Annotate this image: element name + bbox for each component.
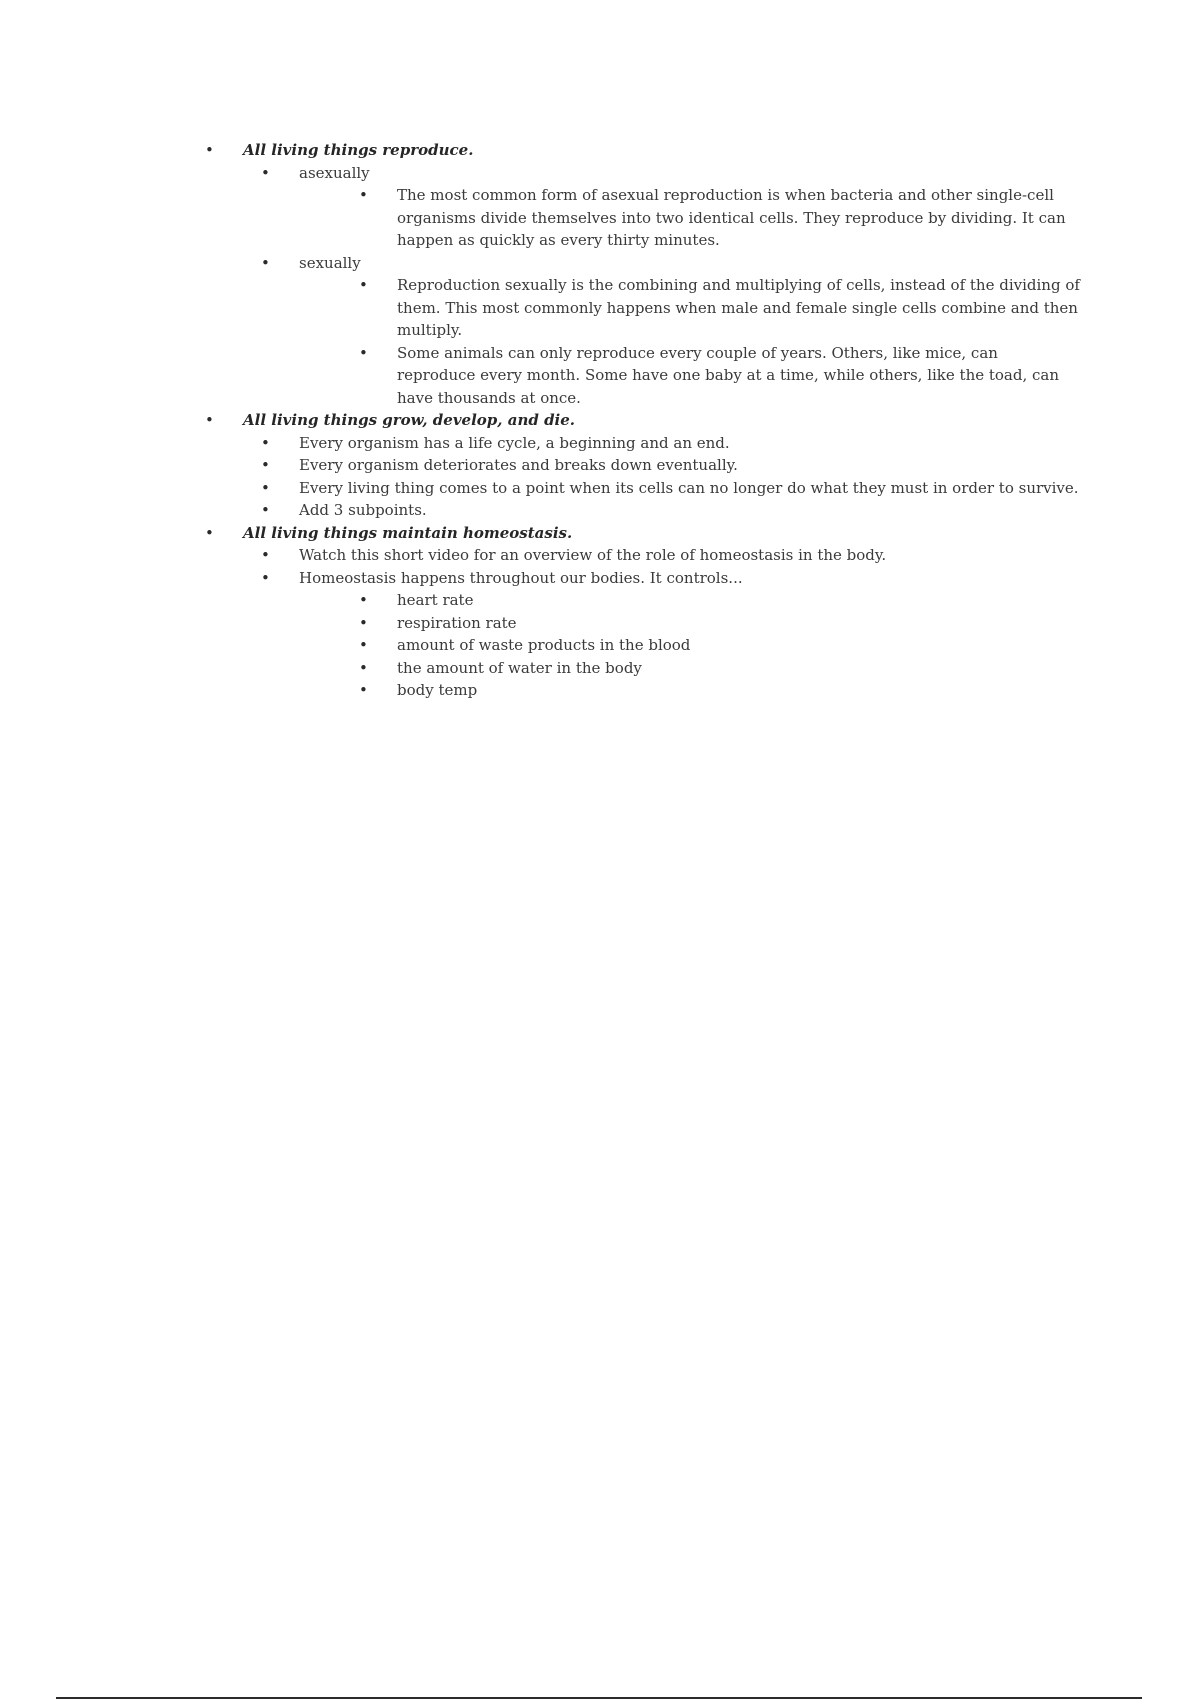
- list-item: [354, 589, 1080, 612]
- bullet-icon: •: [359, 276, 368, 294]
- list-item: [354, 274, 1080, 342]
- section-reproduce: [200, 139, 1080, 409]
- list-item: [256, 477, 1080, 500]
- bullet-icon: •: [261, 163, 270, 182]
- list-item: [256, 499, 1080, 522]
- list-item-text: Reproduction sexually is the combining and multiplying of cells, instead of the dividing of them. This most commonly happens when male and female single cells combine and then multiply.: [397, 276, 1080, 339]
- section-grow-develop-die: [200, 409, 1080, 522]
- bullet-icon: •: [359, 591, 368, 609]
- bullet-icon: •: [261, 253, 270, 272]
- bullet-icon: •: [205, 523, 214, 542]
- list-item-text: Add 3 subpoints.: [299, 501, 427, 519]
- outline-level-3: [256, 274, 1080, 409]
- list-item-text: body temp: [397, 681, 478, 699]
- outline-level-2: [200, 432, 1080, 522]
- list-item-text: Every organism deteriorates and breaks down eventually.: [299, 456, 738, 474]
- list-item: [256, 162, 1080, 252]
- list-item-text: Every living thing comes to a point when its cells can no longer do what they must in order to survive.: [299, 478, 1079, 497]
- list-item: [354, 612, 1080, 635]
- bullet-icon: •: [261, 568, 270, 587]
- list-item-text: respiration rate: [397, 613, 517, 632]
- bullet-icon: •: [261, 478, 270, 497]
- bullet-icon: •: [359, 186, 368, 204]
- bullet-icon: •: [359, 658, 368, 677]
- list-item: [354, 342, 1080, 410]
- bullet-icon: •: [205, 141, 214, 159]
- bullet-icon: •: [261, 501, 270, 519]
- list-item: [354, 657, 1080, 680]
- outline-level-3: [256, 184, 1080, 252]
- list-item-text: Homeostasis happens throughout our bodies. It controls...: [299, 568, 743, 587]
- list-item-text: Every organism has a life cycle, a beginning and an end.: [299, 433, 730, 452]
- list-item-text: Some animals can only reproduce every couple of years. Others, like mice, can reproduce every month. Some have one baby at a time, while others, like the toad, can have thousands at once.: [397, 343, 1060, 407]
- section-homeostasis: [200, 522, 1080, 702]
- list-item: [354, 679, 1080, 702]
- bullet-icon: •: [359, 636, 368, 654]
- list-item: [256, 432, 1080, 455]
- list-item-text: heart rate: [397, 591, 474, 609]
- list-item: [354, 184, 1080, 252]
- list-item-text: Watch this short video for an overview of the role of homeostasis in the body.: [299, 546, 887, 564]
- section-heading: All living things grow, develop, and die.: [243, 411, 576, 429]
- list-item: [256, 544, 1080, 567]
- list-item-text: asexually: [299, 163, 370, 182]
- outline-level-2: [200, 544, 1080, 702]
- bullet-icon: •: [205, 411, 214, 429]
- bullet-outline: [200, 139, 1080, 702]
- list-item: [354, 634, 1080, 657]
- outline-level-2: [200, 162, 1080, 410]
- list-item: [256, 567, 1080, 702]
- bullet-icon: •: [359, 613, 368, 632]
- list-item: [256, 252, 1080, 410]
- footer-divider: [56, 1697, 1142, 1699]
- bullet-icon: •: [261, 433, 270, 452]
- section-heading: All living things maintain homeostasis.: [243, 523, 573, 542]
- outline-level-3: [256, 589, 1080, 702]
- bullet-icon: •: [359, 681, 368, 699]
- list-item-text: the amount of water in the body: [397, 658, 642, 677]
- list-item-text: amount of waste products in the blood: [397, 636, 691, 654]
- list-item: [256, 454, 1080, 477]
- outline-level-1: [200, 139, 1080, 702]
- list-item-text: sexually: [299, 253, 361, 272]
- bullet-icon: •: [261, 546, 270, 564]
- section-heading: All living things reproduce.: [243, 141, 474, 159]
- bullet-icon: •: [261, 456, 270, 474]
- list-item-text: The most common form of asexual reproduction is when bacteria and other single-cell organisms divide themselves into two identical cells. They reproduce by dividing. It can happen as quickly as every thirty minutes.: [397, 186, 1066, 249]
- bullet-icon: •: [359, 343, 368, 362]
